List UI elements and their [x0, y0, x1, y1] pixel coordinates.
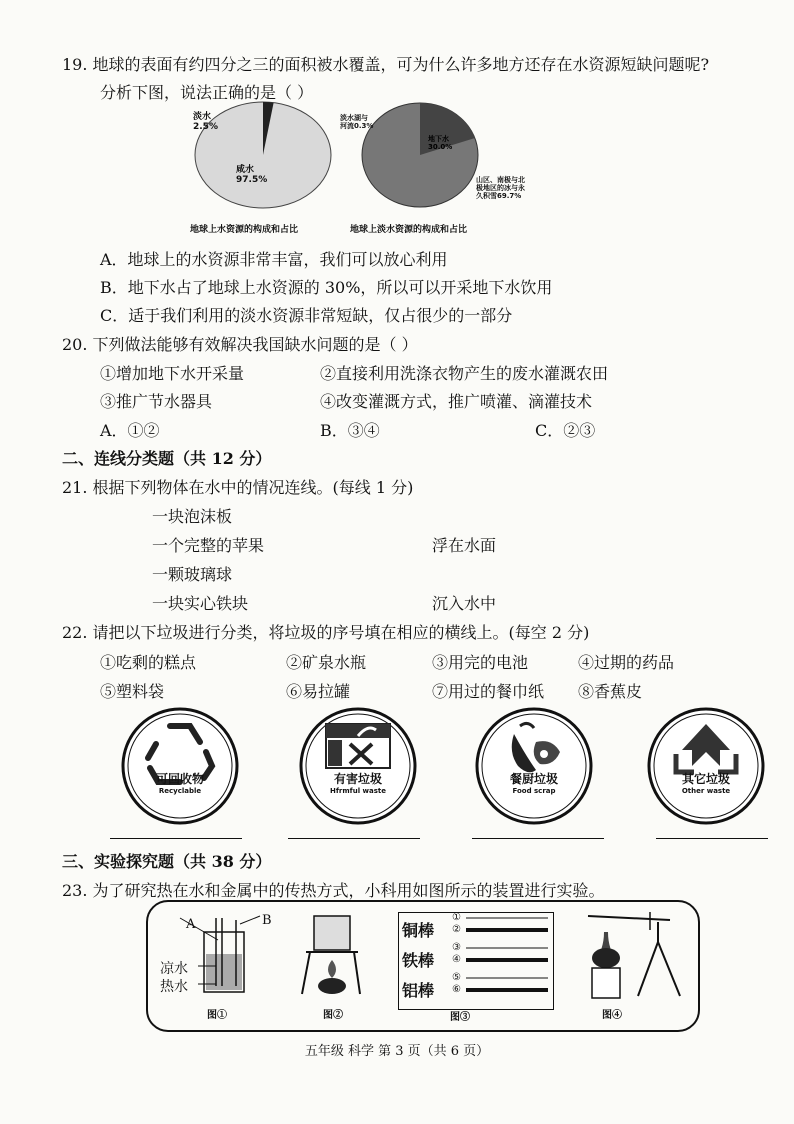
fig1-cold-water-label: 凉水 [160, 961, 188, 977]
pie1-caption: 地球上水资源的构成和占比 [190, 225, 299, 235]
pie2-lake-label: 淡水湖与 河流0.3% [340, 114, 374, 130]
fig1-label-a: A [186, 917, 196, 932]
other-waste-bin-icon [646, 706, 766, 826]
fig3-rod-numbers: ① ② ③ ④ ⑤ ⑥ [452, 912, 461, 995]
fig3-rods-lines [464, 912, 552, 1008]
fig1-caption: 图① [207, 1010, 227, 1021]
q22-item-5: ⑤塑料袋 [100, 682, 165, 701]
q19-option-a: A．地球上的水资源非常丰富，我们可以放心利用 [100, 250, 448, 269]
answer-blank-hazardous[interactable] [288, 838, 420, 839]
q19-option-b: B．地下水占了地球上水资源的 30%，所以可以开采地下水饮用 [100, 278, 553, 297]
q20-item-3: ③推广节水器具 [100, 392, 213, 411]
q21-state-float: 浮在水面 [432, 536, 497, 555]
q20-item-4: ④改变灌溉方式，推广喷灌、滴灌技术 [320, 392, 593, 411]
pie2-ice-label: 山区、南极与北 极地区的冰与永 久积雪69.7% [476, 176, 525, 200]
pie2-caption: 地球上淡水资源的构成和占比 [350, 225, 468, 235]
page-footer: 五年级 科学 第 3 页（共 6 页） [304, 1044, 490, 1059]
q22-stem: 22. 请把以下垃圾进行分类，将垃圾的序号填在相应的横线上。(每空 2 分) [62, 623, 590, 642]
section2-title: 二、连线分类题（共 12 分） [62, 449, 272, 468]
fig1-label-b: B [262, 913, 272, 928]
fig4-rod-heating-apparatus [570, 908, 690, 1004]
q22-item-1: ①吃剩的糕点 [100, 653, 197, 672]
recyclable-label: 可回收物 Recyclable [155, 772, 204, 795]
q20-item-1: ①增加地下水开采量 [100, 364, 245, 383]
pie1-salt-label: 咸水 97.5% [236, 165, 268, 185]
fig2-caption: 图② [323, 1010, 343, 1021]
fig3-rod-copper: 铜棒 [402, 921, 435, 940]
q20-option-a: A．①② [100, 421, 160, 440]
q19-stem-line1: 19. 地球的表面有约四分之三的面积被水覆盖，可为什么许多地方还存在水资源短缺问题呢? [62, 55, 710, 74]
fig1-hot-water-label: 热水 [160, 979, 188, 995]
q20-option-c: C．②③ [535, 421, 596, 440]
fig3-rod-aluminum: 铝棒 [402, 981, 435, 1000]
q22-item-7: ⑦用过的餐巾纸 [432, 682, 545, 701]
q19-option-c: C．适于我们利用的淡水资源非常短缺，仅占很少的一部分 [100, 306, 513, 325]
q22-item-3: ③用完的电池 [432, 653, 529, 672]
fig3-rod-iron: 铁棒 [402, 951, 435, 970]
fig2-heated-beaker [296, 910, 366, 1000]
fig4-caption: 图④ [602, 1010, 622, 1021]
q20-item-2: ②直接利用洗涤衣物产生的废水灌溉农田 [320, 364, 609, 383]
q21-stem: 21. 根据下列物体在水中的情况连线。(每线 1 分) [62, 478, 414, 497]
q21-object-3: 一颗玻璃球 [152, 565, 233, 584]
answer-blank-other[interactable] [656, 838, 768, 839]
q21-object-1: 一块泡沫板 [152, 507, 233, 526]
hazardous-bin-icon [298, 706, 418, 826]
answer-blank-food[interactable] [472, 838, 604, 839]
pie1-fresh-label: 淡水 2.5% [193, 112, 218, 132]
q22-item-8: ⑧香蕉皮 [578, 682, 643, 701]
q21-object-2: 一个完整的苹果 [152, 536, 265, 555]
food-scrap-bin-icon [474, 706, 594, 826]
section3-title: 三、实验探究题（共 38 分） [62, 852, 272, 871]
q20-stem: 20. 下列做法能够有效解决我国缺水问题的是（ ） [62, 335, 418, 354]
pie2-ground-label: 地下水 30.0% [428, 135, 453, 151]
recyclable-bin-icon [120, 706, 240, 826]
q20-option-b: B．③④ [320, 421, 380, 440]
q22-item-4: ④过期的药品 [578, 653, 675, 672]
hazardous-label: 有害垃圾 Hfrmful waste [330, 772, 386, 795]
q21-state-sink: 沉入水中 [432, 594, 497, 613]
q23-stem: 23. 为了研究热在水和金属中的传热方式，小科用如图所示的装置进行实验。 [62, 881, 605, 900]
q19-stem-line2: 分析下图，说法正确的是（ ） [100, 83, 314, 102]
other-waste-label: 其它垃圾 Other waste [681, 772, 731, 795]
q22-item-2: ②矿泉水瓶 [286, 653, 367, 672]
q21-object-4: 一块实心铁块 [152, 594, 249, 613]
answer-blank-recyclable[interactable] [110, 838, 242, 839]
q22-item-6: ⑥易拉罐 [286, 682, 351, 701]
food-scrap-label: 餐厨垃圾 Food scrap [509, 772, 558, 795]
fig3-caption: 图③ [450, 1012, 470, 1023]
